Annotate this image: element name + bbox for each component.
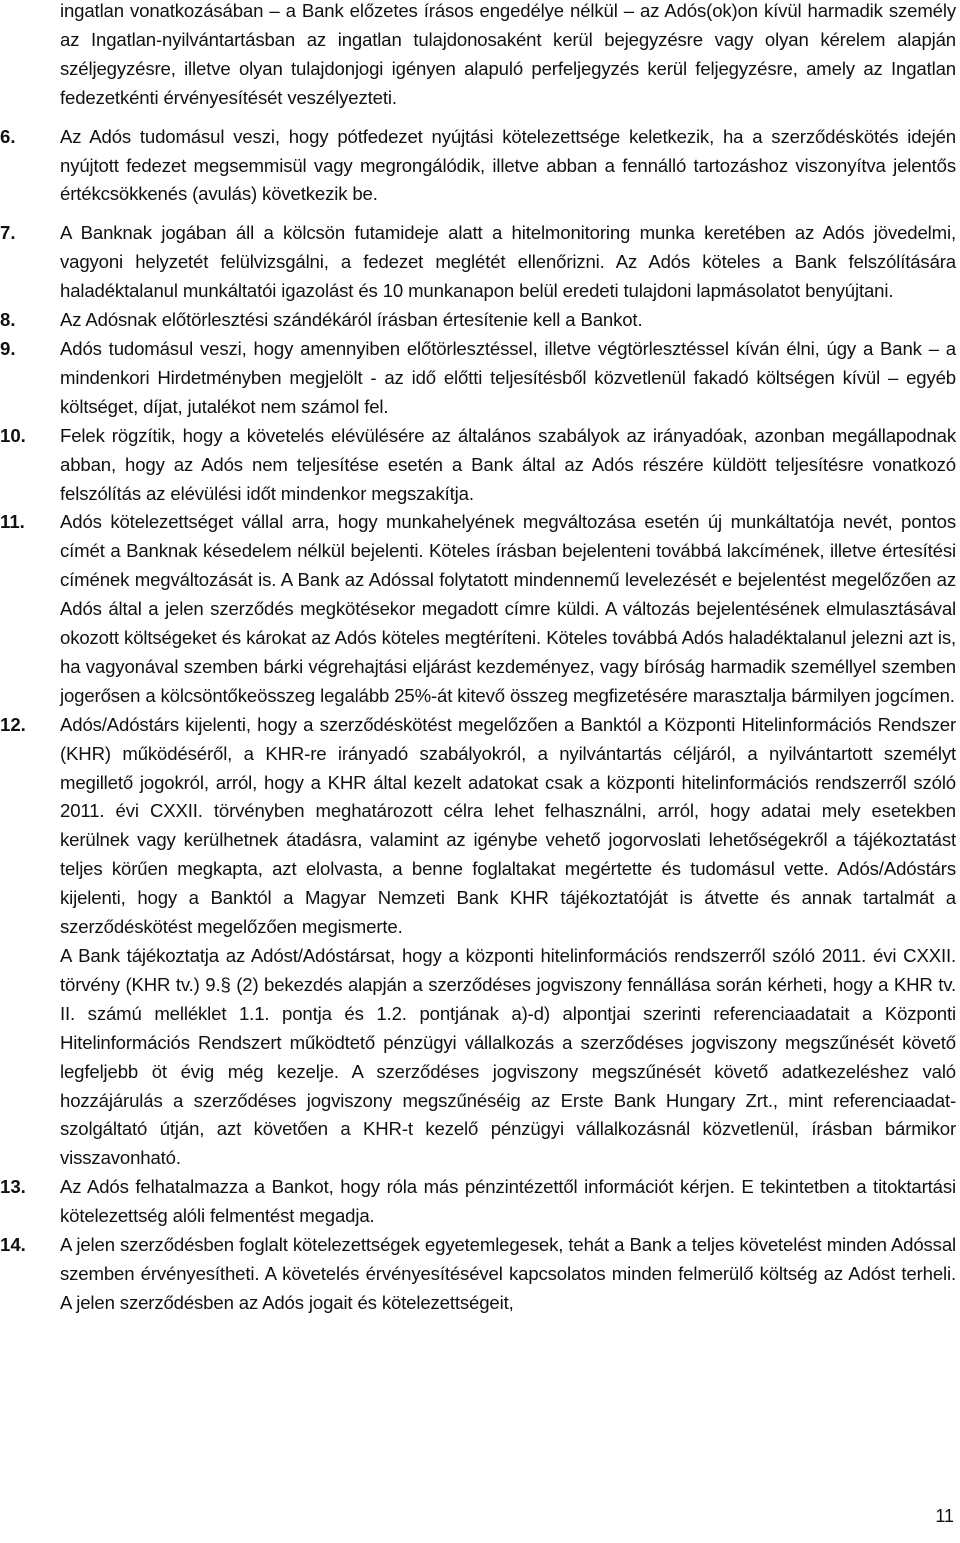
paragraph-number: 7. — [0, 222, 16, 244]
paragraph-number: 11. — [0, 511, 25, 533]
paragraph-number: 13. — [0, 1176, 26, 1198]
paragraph-text: Adós tudomásul veszi, hogy amennyiben előtörlesztéssel, illetve végtörlesztéssel kíván élni, úgy a Bank – a mindenkori Hirdetményben megjelölt - az idő előtti teljesítésből közvetlenül fakadó költségen kívül – egyéb költséget, díjat, jutalékot nem számol fel. — [60, 337, 956, 417]
paragraph-8 — [0, 306, 960, 335]
paragraph-text: Adós/Adóstárs kijelenti, hogy a szerződéskötést megelőzően a Banktól a Központi Hitelinformációs Rendszer (KHR) működéséről, a KHR-re irányadó szabályokról, a nyilvántartás céljáról, a nyilvántartott személyt megillető jogokról, arról, hogy a KHR által kezelt adatokat csak a központi hitelinformációs rendszerről szóló 2011. évi CXXII. törvényben meghatározott célra lehet felhasználni, arról, hogy adatai mely esetekben kerülnek vagy kerülhetnek átadásra, valamint az igénybe vehető jogorvoslati lehetőségekről a tájékoztatást teljes körűen megkapta, azt elolvasta, a benne foglaltakat megértette és tudomásul vette. Adós/Adóstárs kijelenti, hogy a Banktól a Magyar Nemzeti Bank KHR tájékoztatóját is átvette és annak tartalmát a szerződéskötést megelőzően megismerte. — [60, 713, 956, 938]
paragraph-number: 6. — [0, 125, 16, 147]
paragraph-6 — [0, 123, 960, 210]
paragraph-13 — [0, 1173, 960, 1231]
paragraph-7 — [0, 219, 960, 306]
paragraph-number: 9. — [0, 337, 16, 359]
paragraph-9 — [0, 335, 960, 422]
paragraph-number: 10. — [0, 424, 26, 446]
paragraph-text: A jelen szerződésben foglalt kötelezettségek egyetemlegesek, tehát a Bank a teljes követelést minden Adóssal szemben érvényesítheti. A követelés érvényesítésével kapcsolatos minden felmerülő költség az Adóst terheli. A jelen szerződésben az Adós jogait és kötelezettségeit, — [60, 1234, 956, 1313]
paragraph-text: Az Adós felhatalmazza a Bankot, hogy róla más pénzintézettől információt kérjen. E tekintetben a titoktartási kötelezettség alóli felmentést megadja. — [60, 1176, 956, 1227]
paragraph-number: 8. — [0, 309, 16, 331]
paragraph-12-continued — [0, 942, 960, 1173]
paragraph-text: ingatlan vonatkozásában – a Bank előzetes írásos engedélye nélkül – az Adós(ok)on kívül harmadik személy az Ingatlan-nyilvántartásban az ingatlan tulajdonosaként kerül bejegyzésre vagy olyan kérelem alapján széljegyzésre, illetve olyan tulajdonjogi igényen alapuló perfeljegyzés kerül feljegyzésre, amely az Ingatlan fedezetkénti érvényesítését veszélyezteti. — [60, 0, 956, 108]
page-number: 11 — [935, 1506, 954, 1526]
paragraph-14 — [0, 1231, 960, 1318]
paragraph-10 — [0, 422, 960, 509]
paragraph-continuation — [0, 0, 960, 113]
paragraph-text: Adós kötelezettséget vállal arra, hogy munkahelyének megváltozása esetén új munkáltatója nevét, pontos címét a Banknak késedelem nélkül bejelenti. Köteles írásban bejelenteni továbbá lakcímének, illetve értesítési címének megváltozását is. A Bank az Adóssal folytatott mindennemű levelezését e bejelentést megelőzően az Adós által a jelen szerződés megkötésekor megadott címre küldi. A változás bejelentésének elmulasztásával okozott költségeket és károkat az Adós köteles megtéríteni. Köteles továbbá Adós haladéktalanul jelezni azt is, ha vagyonával szemben bárki végrehajtási eljárást kezdeményez, vagy bíróság harmadik személlyel szemben jogerősen a kölcsöntőkeösszeg legalább 25%-át kitevő összeg megfizetésére marasztalja bármilyen jogcímen. — [60, 511, 956, 706]
paragraph-11 — [0, 508, 960, 710]
paragraph-text: Felek rögzítik, hogy a követelés elévülésére az általános szabályok az irányadóak, azonban megállapodnak abban, hogy az Adós nem teljesítése esetén a Bank által az Adós részére küldött teljesítésre vonatkozó felszólítás az elévülési időt mindenkor megszakítja. — [60, 424, 956, 504]
paragraph-text: Az Adósnak előtörlesztési szándékáról írásban értesítenie kell a Bankot. — [60, 309, 643, 331]
paragraph-text: A Bank tájékoztatja az Adóst/Adóstársat, hogy a központi hitelinformációs rendszerről szóló 2011. évi CXXII. törvény (KHR tv.) 9.§ (2) bekezdés alapján a szerződéses jogviszony fennállása során kérheti, hogy a KHR tv. II. számú melléklet 1.1. pontja és 1.2. pontjának a)-d) alpontjai szerinti referenciaadatait a Központi Hitelinformációs Rendszert működtető pénzügyi vállalkozás a szerződéses jogviszony megszűnését követő legfeljebb öt évig még kezelje. A szerződéses jogviszony megszűnését követő adatkezeléshez való hozzájárulás a szerződéses jogviszony megszűnéséig az Erste Bank Hungary Zrt., mint referenciaadat-szolgáltató útján, azt követően a KHR-t kezelő pénzügyi vállalkozásnál közvetlenül, írásban bármikor visszavonható. — [60, 945, 956, 1169]
paragraph-text: A Banknak jogában áll a kölcsön futamideje alatt a hitelmonitoring munka keretében az Adós jövedelmi, vagyoni helyzetét felülvizsgálni, a fedezet meglétét ellenőrizni. Az Adós köteles a Bank felszólítására haladéktalanul munkáltatói igazolást és 10 munkanapon belül eredeti tulajdoni lapmásolatot benyújtani. — [60, 222, 956, 302]
paragraph-number: 12. — [0, 713, 26, 735]
paragraph-number: 14. — [0, 1234, 26, 1256]
paragraph-text: Az Adós tudomásul veszi, hogy pótfedezet nyújtási kötelezettsége keletkezik, ha a szerződéskötés idején nyújtott fedezet megsemmisül vagy megrongálódik, illetve abban a fennálló tartozáshoz viszonyítva jelentős értékcsökkenés (avulás) következik be. — [60, 125, 956, 205]
paragraph-12 — [0, 711, 960, 942]
